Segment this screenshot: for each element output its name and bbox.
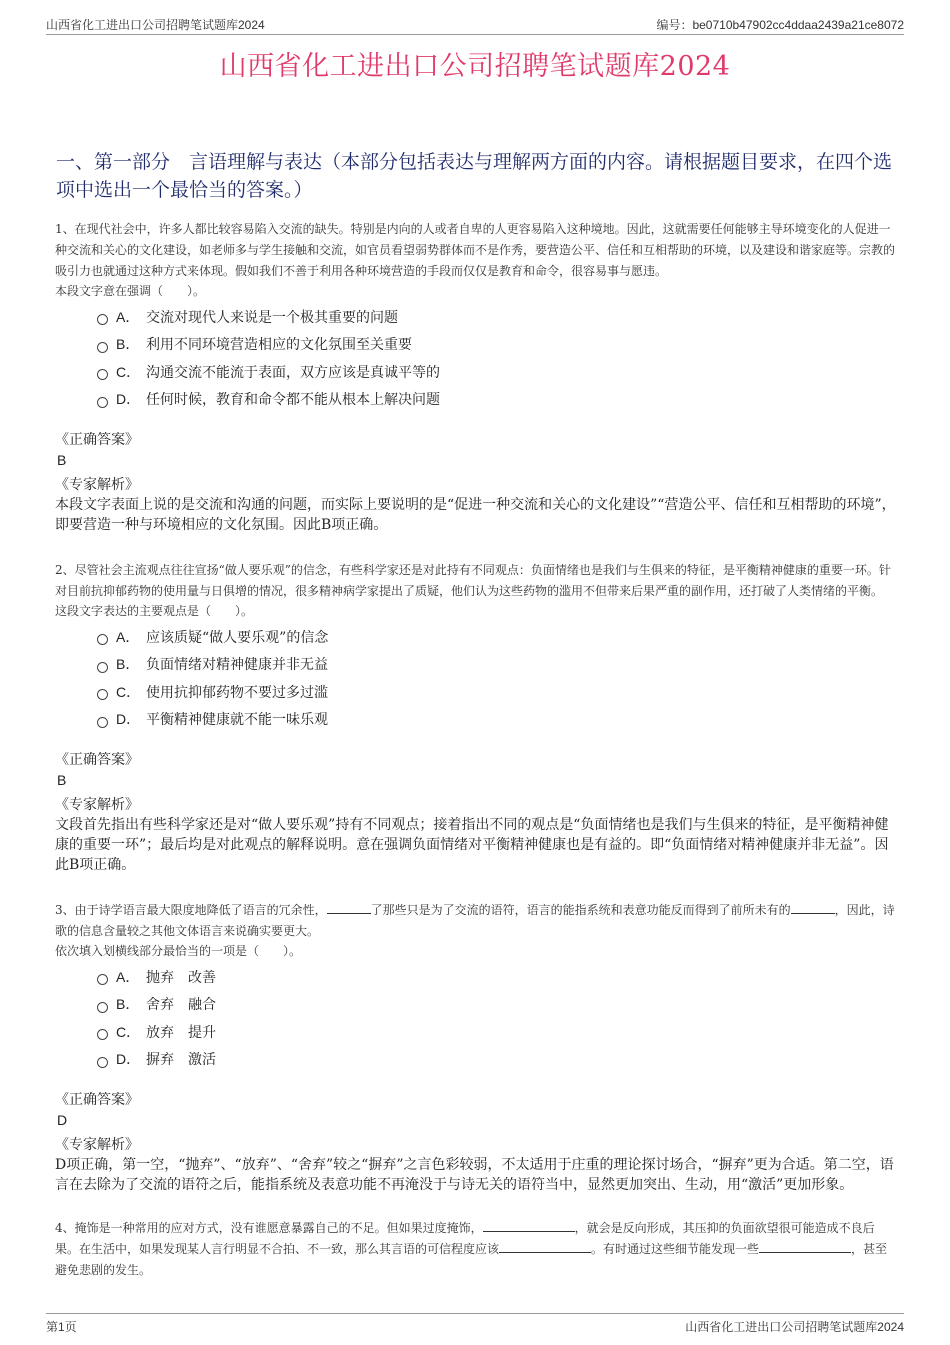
option-letter: B． [116, 656, 140, 673]
explanation-text: 本段文字表面上说的是交流和沟通的问题，而实际上要说明的是“促进一种交流和关心的文化建设”“营造公平、信任和互相帮助的环境”，即要营造一种与环境相应的文化氛围。因此B项正确。 [55, 497, 896, 533]
answer-value: D [57, 1112, 68, 1128]
question-text-part: 了那些只是为了交流的语符，语言的能指系统和表意功能反而得到了前所未有的 [370, 903, 791, 917]
option-c[interactable] [97, 1018, 897, 1046]
option-b[interactable] [97, 991, 897, 1019]
radio-icon[interactable] [97, 1057, 108, 1068]
option-a[interactable] [97, 303, 897, 331]
option-text: 摒弃 激活 [146, 1052, 216, 1069]
option-d[interactable] [97, 1046, 897, 1074]
option-d[interactable] [97, 386, 897, 414]
explanation-label: 《专家解析》 [55, 477, 139, 493]
radio-icon[interactable] [97, 634, 108, 645]
answer-value: B [57, 452, 67, 468]
explanation-label: 《专家解析》 [55, 1137, 139, 1153]
question-text-part: ，甚至避免悲剧的发生。 [55, 1242, 888, 1277]
option-list [97, 303, 897, 413]
fill-blank [483, 1219, 575, 1232]
fill-blank [499, 1240, 591, 1253]
explanation-label: 《专家解析》 [55, 797, 139, 813]
option-text: 舍弃 融合 [146, 997, 216, 1014]
question-text-part: ，因此，诗歌的信息含量较之其他文体语言来说确实要更大。 [55, 903, 895, 938]
answer-value: B [57, 772, 67, 788]
document-title: 山西省化工进出口公司招聘笔试题库2024 [219, 51, 731, 82]
radio-icon[interactable] [97, 689, 108, 700]
option-text: 沟通交流不能流于表面，双方应该是真诚平等的 [146, 364, 440, 381]
radio-icon[interactable] [97, 342, 108, 353]
option-letter: A． [116, 308, 140, 325]
option-text: 利用不同环境营造相应的文化氛围至关重要 [146, 337, 412, 354]
option-letter: D． [116, 391, 141, 408]
fill-blank [327, 901, 371, 914]
option-list [97, 623, 897, 733]
fill-blank [759, 1240, 851, 1253]
page-footer [46, 1313, 904, 1336]
radio-icon[interactable] [97, 1002, 108, 1013]
answer-label: 《正确答案》 [55, 752, 139, 768]
option-text: 平衡精神健康就不能一味乐观 [146, 712, 328, 729]
question-text-part: 3、由于诗学语言最大限度地降低了语言的冗余性， [55, 903, 327, 917]
option-letter: D． [116, 711, 141, 728]
option-letter: C． [116, 363, 141, 380]
question-prompt: 这段文字表达的主要观点是（ ）。 [55, 604, 254, 618]
question-text-part: ，就会是反向形成，其压抑的负面欲望很可能造成不良后果。在生活中，如果发现某人言行明显不合拍、不一致，那么其言语的可信程度应该 [55, 1221, 875, 1256]
option-text: 抛弃 改善 [146, 969, 216, 986]
question-3 [55, 900, 897, 1195]
header-doc-id: 编号：be0710b47902cc4ddaa2439a21ce8072 [656, 17, 904, 32]
explanation-text: D项正确，第一空，“抛弃”、“放弃”、“舍弃”较之“摒弃”之言色彩较弱，不太适用于庄重的理论探讨场合，“摒弃”更为合适。第二空，语言在去除为了交流的语符之后，能指系统及表意功能不再淹没于与诗无关的语符当中，显然更加突出、生动，用“激活”更加形象。 [55, 1157, 894, 1193]
option-b[interactable] [97, 651, 897, 679]
answer-label: 《正确答案》 [55, 1092, 139, 1108]
option-text: 任何时候，教育和命令都不能从根本上解决问题 [146, 392, 440, 409]
option-text: 应该质疑“做人要乐观”的信念 [146, 629, 329, 646]
explanation-text: 文段首先指出有些科学家还是对“做人要乐观”持有不同观点；接着指出不同的观点是“负面情绪也是我们与生俱来的特征，是平衡精神健康的重要一环”；最后均是对此观点的解释说明。意在强调负面情绪对平衡精神健康也是有益的。即“负面情绪对精神健康并非无益”。因此B项正确。 [55, 817, 889, 873]
question-text [55, 1218, 897, 1281]
option-letter: C． [116, 1023, 141, 1040]
option-d[interactable] [97, 706, 897, 734]
radio-icon[interactable] [97, 974, 108, 985]
option-letter: D． [116, 1051, 141, 1068]
option-c[interactable] [97, 678, 897, 706]
radio-icon[interactable] [97, 1029, 108, 1040]
radio-icon[interactable] [97, 717, 108, 728]
option-letter: A． [116, 628, 140, 645]
answer-label: 《正确答案》 [55, 432, 139, 448]
radio-icon[interactable] [97, 662, 108, 673]
option-text: 放弃 提升 [146, 1024, 216, 1041]
question-prompt: 本段文字意在强调（ ）。 [55, 284, 206, 298]
option-text: 使用抗抑郁药物不要过多过滥 [146, 684, 328, 701]
radio-icon[interactable] [97, 397, 108, 408]
question-text: 1、在现代社会中，许多人都比较容易陷入交流的缺失。特别是内向的人或者自卑的人更容易陷入这种境地。因此，这就需要任何能够主导环境变化的人促进一种交流和关心的文化建设，如老师多与学生接触和交流，如官员看望弱势群体而不是作秀，要营造公平、信任和互相帮助的环境，以及建设和谐家庭等。宗教的吸引力也就通过这种方式来体现。假如我们不善于利用各种环境营造的手段而仅仅是教育和命令，很容易事与愿违。 [55, 222, 896, 278]
question-text-part: 4、掩饰是一种常用的应对方式，没有谁愿意暴露自己的不足。但如果过度掩饰， [55, 1221, 483, 1235]
question-text [55, 900, 897, 942]
option-c[interactable] [97, 358, 897, 386]
footer-doc-name: 山西省化工进出口公司招聘笔试题库2024 [685, 1319, 904, 1334]
option-b[interactable] [97, 331, 897, 359]
fill-blank [791, 901, 835, 914]
option-letter: A． [116, 968, 140, 985]
option-letter: C． [116, 683, 141, 700]
option-letter: B． [116, 336, 140, 353]
question-1 [55, 219, 897, 535]
question-text-part: 。有时通过这些细节能发现一些 [591, 1242, 760, 1256]
option-text: 负面情绪对精神健康并非无益 [146, 657, 328, 674]
option-a[interactable] [97, 623, 897, 651]
page-header [46, 14, 904, 35]
radio-icon[interactable] [97, 314, 108, 325]
option-letter: B． [116, 996, 140, 1013]
option-a[interactable] [97, 963, 897, 991]
page-number: 第1页 [46, 1319, 77, 1334]
question-4 [55, 1218, 897, 1281]
question-text: 2、尽管社会主流观点往往宣扬“做人要乐观”的信念，有些科学家还是对此持有不同观点：负面情绪也是我们与生俱来的特征，是平衡精神健康的重要一环。针对目前抗抑郁药物的使用量与日俱增的情况，很多精神病学家提出了质疑，他们认为这些药物的滥用不但带来后果严重的副作用，还打破了人类情绪的平衡。 [55, 563, 891, 598]
header-doc-name: 山西省化工进出口公司招聘笔试题库2024 [46, 17, 265, 32]
option-text: 交流对现代人来说是一个极其重要的问题 [146, 309, 398, 326]
question-2 [55, 560, 897, 875]
question-prompt: 依次填入划横线部分最恰当的一项是（ ）。 [55, 944, 302, 958]
section-title: 一、第一部分 言语理解与表达（本部分包括表达与理解两方面的内容。请根据题目要求，在四个选项中选出一个最恰当的答案。） [56, 151, 893, 201]
option-list [97, 963, 897, 1073]
radio-icon[interactable] [97, 369, 108, 380]
